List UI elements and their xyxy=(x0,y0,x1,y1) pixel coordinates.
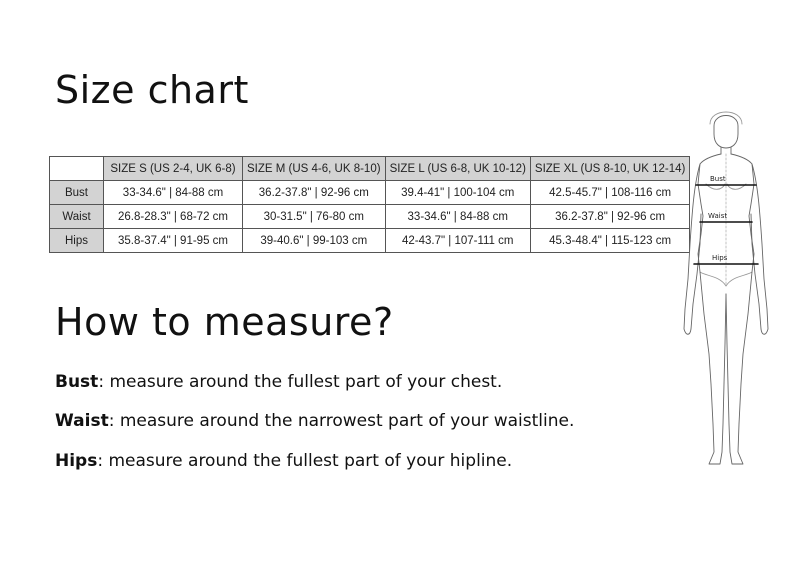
instruction-term: Hips xyxy=(55,451,98,471)
size-chart-table xyxy=(49,156,690,253)
table-cell: 26.8-28.3" | 68-72 cm xyxy=(104,205,243,229)
figure-head xyxy=(714,116,738,149)
instruction-text: : measure around the fullest part of your chest. xyxy=(98,372,503,392)
row-header-bust: Bust xyxy=(50,181,104,205)
figure-label-hips: Hips xyxy=(712,254,728,262)
table-cell: 33-34.6" | 84-88 cm xyxy=(385,205,530,229)
body-measurement-figure xyxy=(676,104,776,480)
table-cell: 42-43.7" | 107-111 cm xyxy=(385,229,530,253)
instruction-term: Waist xyxy=(55,411,109,431)
row-header-hips: Hips xyxy=(50,229,104,253)
figure-right-leg xyxy=(726,272,752,464)
table-header-row xyxy=(50,157,690,181)
table-cell: 33-34.6" | 84-88 cm xyxy=(104,181,243,205)
table-cell: 39.4-41" | 100-104 cm xyxy=(385,181,530,205)
table-cell: 30-31.5" | 76-80 cm xyxy=(243,205,386,229)
table-cell: 36.2-37.8" | 92-96 cm xyxy=(243,181,386,205)
table-cell: 42.5-45.7" | 108-116 cm xyxy=(530,181,689,205)
column-header-size-m: SIZE M (US 4-6, UK 8-10) xyxy=(243,157,386,181)
table-row-hips xyxy=(50,229,690,253)
table-corner-cell xyxy=(50,157,104,181)
how-to-measure-title: How to measure? xyxy=(55,300,394,344)
instruction-term: Bust xyxy=(55,372,99,392)
instruction-text: : measure around the fullest part of your hipline. xyxy=(97,451,513,471)
figure-label-waist: Waist xyxy=(708,212,728,220)
figure-label-bust: Bust xyxy=(710,175,726,183)
column-header-size-l: SIZE L (US 6-8, UK 10-12) xyxy=(385,157,530,181)
figure-left-leg xyxy=(700,272,726,464)
table-cell: 36.2-37.8" | 92-96 cm xyxy=(530,205,689,229)
table-row-waist xyxy=(50,205,690,229)
column-header-size-xl: SIZE XL (US 8-10, UK 12-14) xyxy=(530,157,689,181)
table-row-bust xyxy=(50,181,690,205)
column-header-size-s: SIZE S (US 2-4, UK 6-8) xyxy=(104,157,243,181)
table-cell: 45.3-48.4" | 115-123 cm xyxy=(530,229,689,253)
instruction-text: : measure around the narrowest part of your waistline. xyxy=(108,411,575,431)
instruction-hips xyxy=(55,451,512,471)
row-header-waist: Waist xyxy=(50,205,104,229)
instruction-bust xyxy=(55,372,502,392)
table-cell: 39-40.6" | 99-103 cm xyxy=(243,229,386,253)
instruction-waist xyxy=(55,411,574,431)
table-cell: 35.8-37.4" | 91-95 cm xyxy=(104,229,243,253)
page-title: Size chart xyxy=(55,68,249,112)
